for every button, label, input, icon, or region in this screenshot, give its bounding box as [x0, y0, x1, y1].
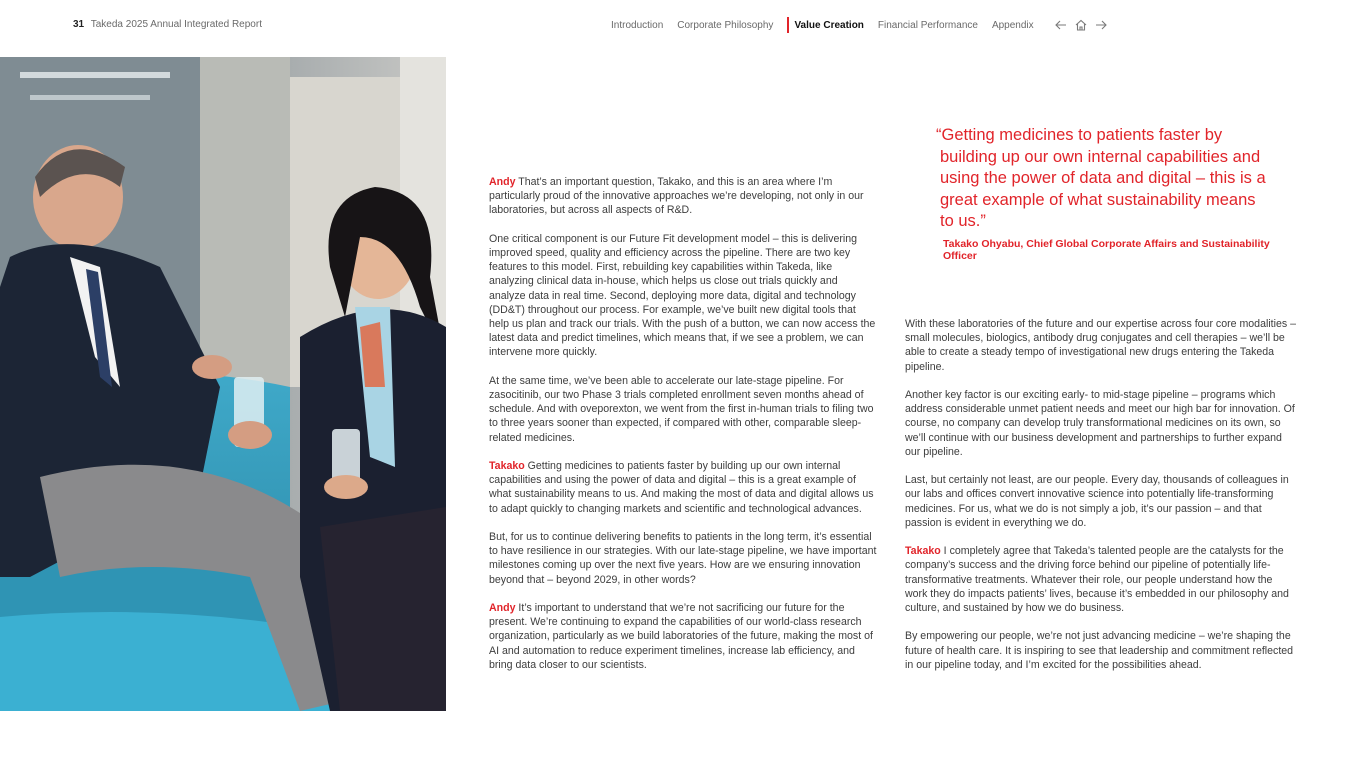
paragraph-text: But, for us to continue delivering benefits to patients in the long term, it’s essential to have resilience in our strategies. With our late-stage pipeline, we have important milestones coming up over the next five years. How are we ensuring innovation beyond that – beyond 2029, in other words?	[489, 531, 877, 586]
speaker-label: Andy	[489, 176, 516, 188]
paragraph-text: Another key factor is our exciting early- to mid-stage pipeline – programs which address considerable unmet patient needs and meet our high bar for innovation. Of course, no company can develop truly transformational medicines on its own, so we’ll continue with our business development and partnerships to further expand our pipeline.	[905, 389, 1295, 458]
pull-quote	[936, 125, 1270, 263]
paragraph-text: I completely agree that Takeda’s talented people are the catalysts for the company’s success and the driving force behind our pipeline of potentially life-transformative treatments. Whatever their role, our people understand how the work they do impacts patients’ lives, because it’s embedded in our philosophy and culture, and sustained by how we do business.	[905, 545, 1289, 615]
paragraph-text: Getting medicines to patients faster by building up our own internal capabilities and using the power of data and digital – this is a great example of what sustainability means to us. And making the most of data and digital allows us to adapt quickly to changing markets and scientific and technological advances.	[489, 460, 874, 515]
interview-column-right	[905, 317, 1297, 686]
paragraph-text: At the same time, we’ve been able to accelerate our late-stage pipeline. For zasocitinib, our two Phase 3 trials completed enrollment seven months ahead of schedule. And with oveporexton, we went from the first in-human trials to filing two to three years sooner than expected, if compared with other, comparable sleep-related medicines.	[489, 374, 874, 444]
paragraph-text: Last, but certainly not least, are our people. Every day, thousands of colleagues in our labs and offices convert innovative science into potentially life-transforming medicines. For us, what we do is not simply a job, it’s our passion – and that passion is evident in everything we do.	[905, 474, 1289, 529]
paragraph	[489, 601, 877, 672]
speaker-label: Takako	[905, 545, 941, 558]
nav-appendix[interactable]: Appendix	[991, 19, 1034, 31]
paragraph	[905, 317, 1297, 374]
paragraph	[489, 232, 877, 360]
nav-financial-performance[interactable]: Financial Performance	[877, 19, 978, 31]
arrow-left-icon[interactable]	[1054, 18, 1068, 32]
paragraph	[905, 544, 1297, 615]
quote-text: “Getting medicines to patients faster by building up our own internal capabilities and using the power of data and digital – this is a great example of what sustainability means to us.”	[936, 126, 1266, 230]
paragraph-text: By empowering our people, we’re not just advancing medicine – we’re shaping the future of health care. It is inspiring to see that leadership and commitment reflected in our pipeline today, and I’m excited for the possibilities ahead.	[905, 630, 1294, 671]
page-header	[0, 0, 1365, 50]
paragraph	[489, 530, 877, 587]
interview-column-left	[489, 175, 877, 686]
speaker-label: Takako	[489, 460, 525, 473]
paragraph	[905, 629, 1297, 672]
report-title: Takeda 2025 Annual Integrated Report	[90, 19, 262, 30]
speaker-label: Andy	[489, 602, 516, 615]
paragraph-text: That’s an important question, Takako, and this is an area where I’m particularly proud of the innovative approaches we’re developing, not only in our laboratories, but across all aspects of R&D.	[489, 176, 864, 217]
paragraph-text: With these laboratories of the future and our expertise across four core modalities – small molecules, biologics, antibody drug conjugates and cell therapies – we’ll be able to create a steady tempo of investigational new drugs entering the Takeda pipeline.	[905, 318, 1296, 373]
paragraph	[489, 175, 877, 218]
nav-corporate-philosophy[interactable]: Corporate Philosophy	[677, 19, 774, 31]
paragraph	[905, 473, 1297, 530]
arrow-right-icon[interactable]	[1094, 18, 1108, 32]
paragraph-text: One critical component is our Future Fit development model – this is delivering improved speed, quality and efficiency across the pipeline. There are two key features to this model. First, rebuilding key capabilities within Takeda, like analyzing clinical data in-house, which helps us close out trials quickly and analyze data in real time. Second, deploying more data, digital and technology (DD&T) throughout our process. For example, we’ve built new digital tools that help us plan and track our trials. With the push of a button, we can now access the latest data and predict timelines, which means that, if we see a problem, we can intervene more quickly.	[489, 232, 876, 359]
paragraph	[489, 374, 877, 445]
page-number: 31	[73, 19, 85, 30]
report-identifier	[73, 19, 262, 30]
paragraph	[905, 388, 1297, 459]
photo-illustration	[0, 57, 446, 711]
home-icon[interactable]	[1074, 18, 1088, 32]
quote-attribution: Takako Ohyabu, Chief Global Corporate Affairs and Sustainability Officer	[943, 237, 1270, 262]
nav-introduction[interactable]: Introduction	[611, 19, 664, 31]
paragraph	[489, 459, 877, 516]
section-nav	[611, 17, 1108, 33]
nav-icon-group	[1054, 18, 1108, 32]
paragraph-text: It’s important to understand that we’re not sacrificing our future for the present. We’re continuing to expand the capabilities of our world-class research organization, particularly as we build laboratories of the future, making the most of AI and automation to reduce experiment timelines, increase lab efficiency, and bring data closer to our scientists.	[489, 602, 873, 671]
executives-conversation-photo	[0, 57, 446, 711]
nav-value-creation[interactable]: Value Creation	[787, 20, 863, 31]
